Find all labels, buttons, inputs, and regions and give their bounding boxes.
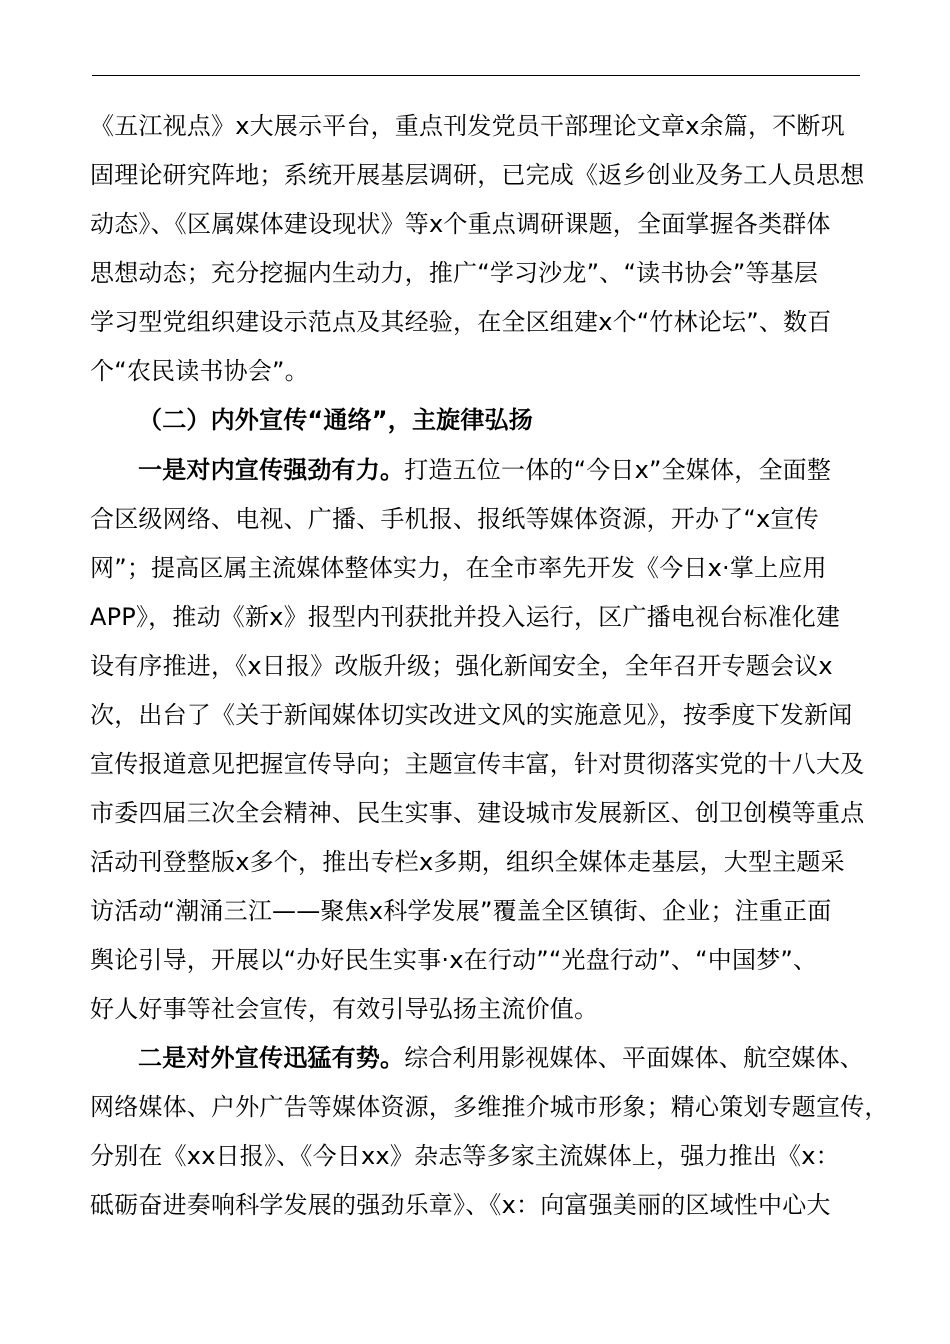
- paragraph-line: 合区级网络、电视、广播、手机报、报纸等媒体资源，开办了“x宣传: [90, 505, 819, 533]
- paragraph-line: 一是对内宣传强劲有力。打造五位一体的“今日x”全媒体，全面整: [138, 456, 832, 484]
- paragraph-line: 访活动“潮涌三江——聚焦x科学发展”覆盖全区镇街、企业；注重正面: [90, 897, 832, 925]
- header-rule: [92, 75, 860, 76]
- paragraph-line: 市委四届三次全会精神、民生实事、建设城市发展新区、创卫创模等重点: [90, 799, 865, 827]
- paragraph-line: 次，出台了《关于新闻媒体切实改进文风的实施意见》，按季度下发新闻: [90, 701, 853, 729]
- paragraph-line: 活动刊登整版x多个，推出专栏x多期，组织全媒体走基层，大型主题采: [90, 848, 845, 876]
- paragraph-lead: 二是对外宣传迅猛有势。: [138, 1044, 405, 1072]
- paragraph-line: 固理论研究阵地；系统开展基层调研，已完成《返乡创业及务工人员思想: [90, 161, 865, 189]
- paragraph-line: 网络媒体、户外广告等媒体资源，多维推介城市形象；精心策划专题宣传，: [90, 1093, 889, 1121]
- paragraph-line: 砥砺奋进奏响科学发展的强劲乐章》、《x：向富强美丽的区域性中心大: [90, 1191, 831, 1219]
- paragraph-line: 设有序推进，《x日报》改版升级；强化新闻安全，全年召开专题会议x: [90, 652, 833, 680]
- paragraph-line: 个“农民读书协会”。: [90, 357, 309, 385]
- section-heading: （二）内外宣传“通络”，主旋律弘扬: [138, 406, 533, 434]
- paragraph-line: 好人好事等社会宣传，有效引导弘扬主流价值。: [90, 995, 599, 1023]
- paragraph-line: 学习型党组织建设示范点及其经验，在全区组建x个“竹林论坛”、数百: [90, 308, 832, 336]
- paragraph-line: 《五江视点》x大展示平台，重点刊发党员干部理论文章x余篇，不断巩: [90, 112, 845, 140]
- paragraph-line: APP》，推动《新x》报型内刊获批并投入运行，区广播电视台标准化建: [90, 603, 841, 631]
- paragraph-line: 分别在《xx日报》、《今日xx》杂志等多家主流媒体上，强力推出《x：: [90, 1142, 840, 1170]
- paragraph-line: 动态》、《区属媒体建设现状》等x个重点调研课题，全面掌握各类群体: [90, 210, 831, 238]
- paragraph-line: 网”；提高区属主流媒体整体实力，在全市率先开发《今日x·掌上应用: [90, 554, 827, 582]
- paragraph-line: 宣传报道意见把握宣传导向；主题宣传丰富，针对贯彻落实党的十八大及: [90, 750, 865, 778]
- paragraph-lead: 一是对内宣传强劲有力。: [138, 456, 405, 484]
- paragraph-line: 二是对外宣传迅猛有势。综合利用影视媒体、平面媒体、航空媒体、: [138, 1044, 865, 1072]
- paragraph-line: 舆论引导，开展以“办好民生实事·x在行动”“光盘行动”、“中国梦”、: [90, 946, 818, 974]
- paragraph-line: 思想动态；充分挖掘内生动力，推广“学习沙龙”、“读书协会”等基层: [90, 259, 819, 287]
